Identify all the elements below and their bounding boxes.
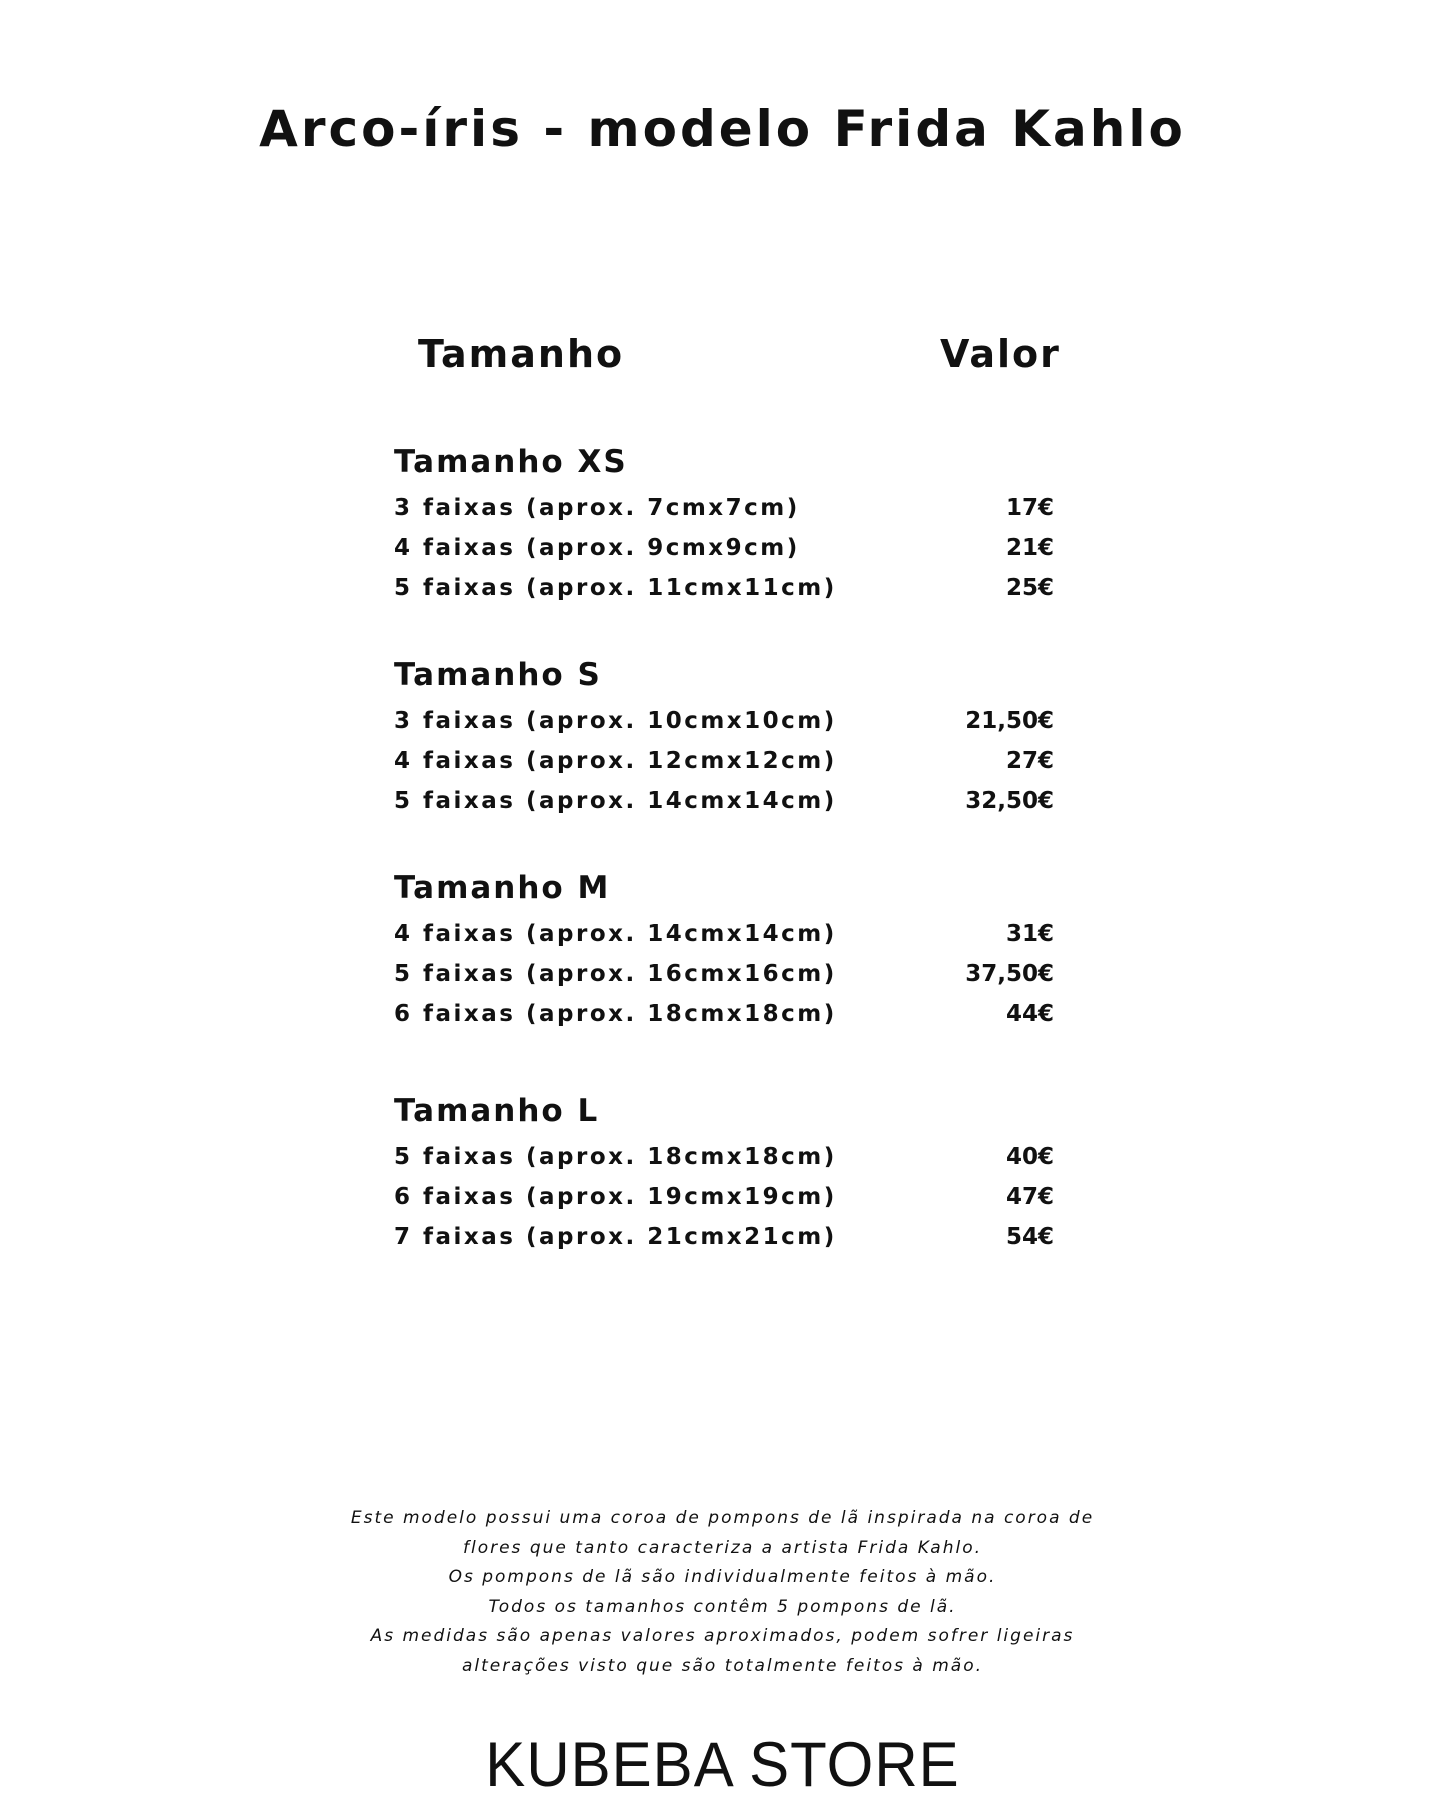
row-price: 32,50€ bbox=[965, 788, 1054, 814]
price-row bbox=[394, 914, 1054, 954]
page-title: Arco-íris - modelo Frida Kahlo bbox=[259, 100, 1186, 158]
price-row bbox=[394, 1137, 1054, 1177]
row-price: 37,50€ bbox=[965, 961, 1054, 987]
section-title: Tamanho XS bbox=[394, 444, 628, 480]
note-line: alterações visto que são totalmente feitos à mão. bbox=[461, 1655, 984, 1676]
row-price: 47€ bbox=[1005, 1184, 1054, 1210]
row-price: 21,50€ bbox=[965, 708, 1054, 734]
row-label: 5 faixas (aprox. 18cmx18cm) bbox=[394, 1144, 837, 1170]
column-header-value: Valor bbox=[940, 332, 1061, 376]
note-line: As medidas são apenas valores aproximados, podem sofrer ligeiras bbox=[370, 1626, 1075, 1646]
price-row bbox=[394, 568, 1054, 608]
price-row bbox=[394, 528, 1054, 568]
section-title: Tamanho M bbox=[394, 870, 611, 906]
price-row bbox=[394, 488, 1054, 528]
brand-name: KUBEBA STORE bbox=[485, 1729, 960, 1800]
row-price: 40€ bbox=[1005, 1144, 1054, 1170]
row-price: 25€ bbox=[1005, 575, 1054, 601]
row-label: 5 faixas (aprox. 14cmx14cm) bbox=[394, 788, 837, 814]
row-price: 17€ bbox=[1005, 495, 1054, 521]
row-label: 4 faixas (aprox. 12cmx12cm) bbox=[394, 748, 837, 774]
size-section-l bbox=[394, 1085, 1054, 1257]
row-price: 44€ bbox=[1005, 1001, 1054, 1027]
row-label: 3 faixas (aprox. 10cmx10cm) bbox=[394, 708, 837, 734]
note-line: flores que tanto caracteriza a artista Frida Kahlo. bbox=[463, 1537, 982, 1558]
row-price: 54€ bbox=[1005, 1224, 1054, 1250]
price-row bbox=[394, 701, 1054, 741]
size-section-s bbox=[394, 649, 1054, 821]
description-notes bbox=[0, 1504, 1445, 1681]
section-title: Tamanho S bbox=[394, 657, 602, 693]
row-label: 6 faixas (aprox. 18cmx18cm) bbox=[394, 1001, 837, 1027]
row-label: 4 faixas (aprox. 14cmx14cm) bbox=[394, 921, 837, 947]
note-line: Os pompons de lã são individualmente feitos à mão. bbox=[448, 1567, 997, 1587]
price-row bbox=[394, 994, 1054, 1034]
row-price: 31€ bbox=[1005, 921, 1054, 947]
column-header-size: Tamanho bbox=[418, 332, 625, 376]
size-section-xs bbox=[394, 436, 1054, 608]
row-label: 4 faixas (aprox. 9cmx9cm) bbox=[394, 535, 800, 561]
price-row bbox=[394, 741, 1054, 781]
row-label: 3 faixas (aprox. 7cmx7cm) bbox=[394, 495, 800, 521]
price-row bbox=[394, 781, 1054, 821]
price-row bbox=[394, 1177, 1054, 1217]
row-price: 27€ bbox=[1005, 748, 1054, 774]
row-label: 5 faixas (aprox. 16cmx16cm) bbox=[394, 961, 837, 987]
row-label: 6 faixas (aprox. 19cmx19cm) bbox=[394, 1184, 837, 1210]
row-price: 21€ bbox=[1005, 535, 1054, 561]
price-row bbox=[394, 1217, 1054, 1257]
price-row bbox=[394, 954, 1054, 994]
note-line: Este modelo possui uma coroa de pompons de lã inspirada na coroa de bbox=[350, 1508, 1095, 1528]
row-label: 5 faixas (aprox. 11cmx11cm) bbox=[394, 575, 837, 601]
size-section-m bbox=[394, 862, 1054, 1034]
section-title: Tamanho L bbox=[394, 1093, 600, 1129]
note-line: Todos os tamanhos contêm 5 pompons de lã. bbox=[488, 1596, 957, 1617]
row-label: 7 faixas (aprox. 21cmx21cm) bbox=[394, 1224, 837, 1250]
